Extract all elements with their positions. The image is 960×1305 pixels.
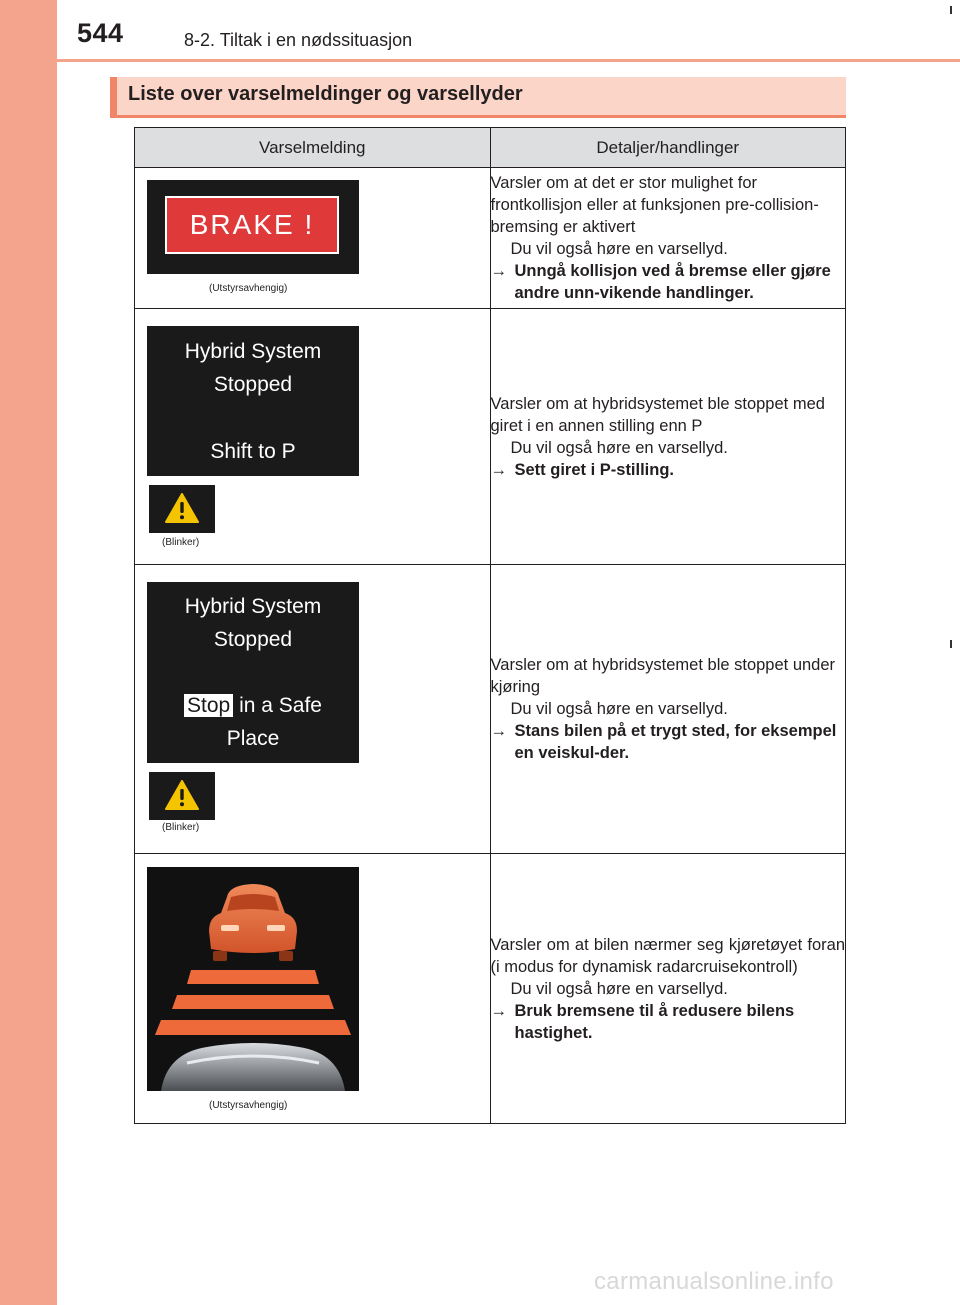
- approaching-vehicle-display-screen: [147, 867, 359, 1091]
- page-number: 544: [77, 18, 124, 48]
- details-cell: [490, 565, 846, 854]
- details-cell: [490, 309, 846, 565]
- arrow-icon: →: [490, 262, 507, 280]
- sound-text: Du vil også høre en varsellyd.: [510, 700, 728, 718]
- hybrid-stopped-safe-display-screen: [147, 582, 359, 763]
- action-text: [491, 260, 846, 304]
- crop-mark: [950, 640, 952, 648]
- action-text: [491, 1000, 846, 1044]
- heading-accent-bar: [110, 77, 117, 115]
- warning-light: [149, 772, 215, 820]
- caption: (Blinker): [162, 537, 200, 548]
- description-text: Varsler om at bilen nærmer seg kjøretøyet foran (i modus for dynamisk radarcruisekontroll): [490, 935, 845, 976]
- table-row: [135, 168, 846, 309]
- arrow-icon: →: [490, 460, 507, 479]
- description-text: Varsler om at hybridsystemet ble stoppet med giret i en annen stilling enn P: [490, 394, 825, 435]
- table-row: [135, 854, 846, 1124]
- action-label: Unngå kollisjon ved å bremse eller gjøre andre unn-vikende handlinger.: [514, 262, 831, 302]
- message-cell: [135, 565, 491, 854]
- table-row: [135, 309, 846, 565]
- action-text: [491, 459, 846, 481]
- screen-line: Shift to P: [210, 440, 296, 463]
- action-text: [491, 720, 846, 764]
- brake-warning-text: BRAKE !: [165, 196, 339, 254]
- table-header-row: [135, 128, 846, 168]
- action-label: Stans bilen på et trygt sted, for eksempel en veiskul-der.: [514, 722, 837, 762]
- screen-line: Hybrid System: [184, 595, 322, 618]
- column-header-details: Detaljer/handlinger: [490, 128, 846, 168]
- screen-line: Place: [226, 727, 280, 750]
- action-label: Sett giret i P-stilling.: [514, 460, 675, 479]
- screen-line: Hybrid System: [184, 340, 322, 363]
- warning-triangle-icon: [165, 493, 199, 523]
- watermark: carmanualsonline.info: [594, 1268, 834, 1295]
- message-cell: [135, 854, 491, 1124]
- arrow-icon: →: [490, 722, 507, 740]
- caption: (Utstyrsavhengig): [209, 1100, 288, 1111]
- heading-text: Liste over varselmeldinger og varsellyder: [128, 83, 523, 105]
- brake-display-screen: [147, 180, 359, 274]
- hybrid-stopped-display-screen: [147, 326, 359, 476]
- highlighted-word: Stop: [184, 694, 233, 717]
- section-title: 8-2. Tiltak i en nødssituasjon: [184, 30, 413, 50]
- approaching-vehicle-icon: [147, 867, 359, 1091]
- caption: (Blinker): [162, 822, 200, 833]
- action-label: Bruk bremsene til å redusere bilens hastighet.: [514, 1001, 795, 1042]
- message-cell: [135, 309, 491, 565]
- sound-text: Du vil også høre en varsellyd.: [510, 979, 728, 998]
- column-header-message: Varselmelding: [135, 128, 491, 168]
- screen-line-rest: in a Safe: [233, 694, 322, 717]
- sound-text: Du vil også høre en varsellyd.: [510, 240, 728, 258]
- screen-line: Stopped: [213, 373, 293, 396]
- caption: (Utstyrsavhengig): [209, 283, 288, 294]
- details-cell: [490, 854, 846, 1124]
- screen-line: [147, 694, 359, 718]
- warning-triangle-icon: [165, 780, 199, 810]
- table-row: [135, 565, 846, 854]
- side-color-strip: [0, 0, 57, 1305]
- message-cell: [135, 168, 491, 309]
- description-text: Varsler om at hybridsystemet ble stoppet under kjøring: [490, 656, 836, 696]
- sound-text: Du vil også høre en varsellyd.: [510, 438, 728, 457]
- warning-message-table: [134, 127, 846, 1124]
- details-cell: [490, 168, 846, 309]
- arrow-icon: →: [490, 1001, 507, 1020]
- page-header: [57, 0, 960, 60]
- description-text: Varsler om at det er stor mulighet for frontkollisjon eller at funksjonen pre-collision-bremsing er aktivert: [490, 174, 819, 236]
- warning-light: [149, 485, 215, 533]
- section-heading: [110, 77, 846, 118]
- header-rule: [57, 59, 960, 62]
- screen-line: Stopped: [213, 628, 293, 651]
- crop-mark: [950, 6, 952, 14]
